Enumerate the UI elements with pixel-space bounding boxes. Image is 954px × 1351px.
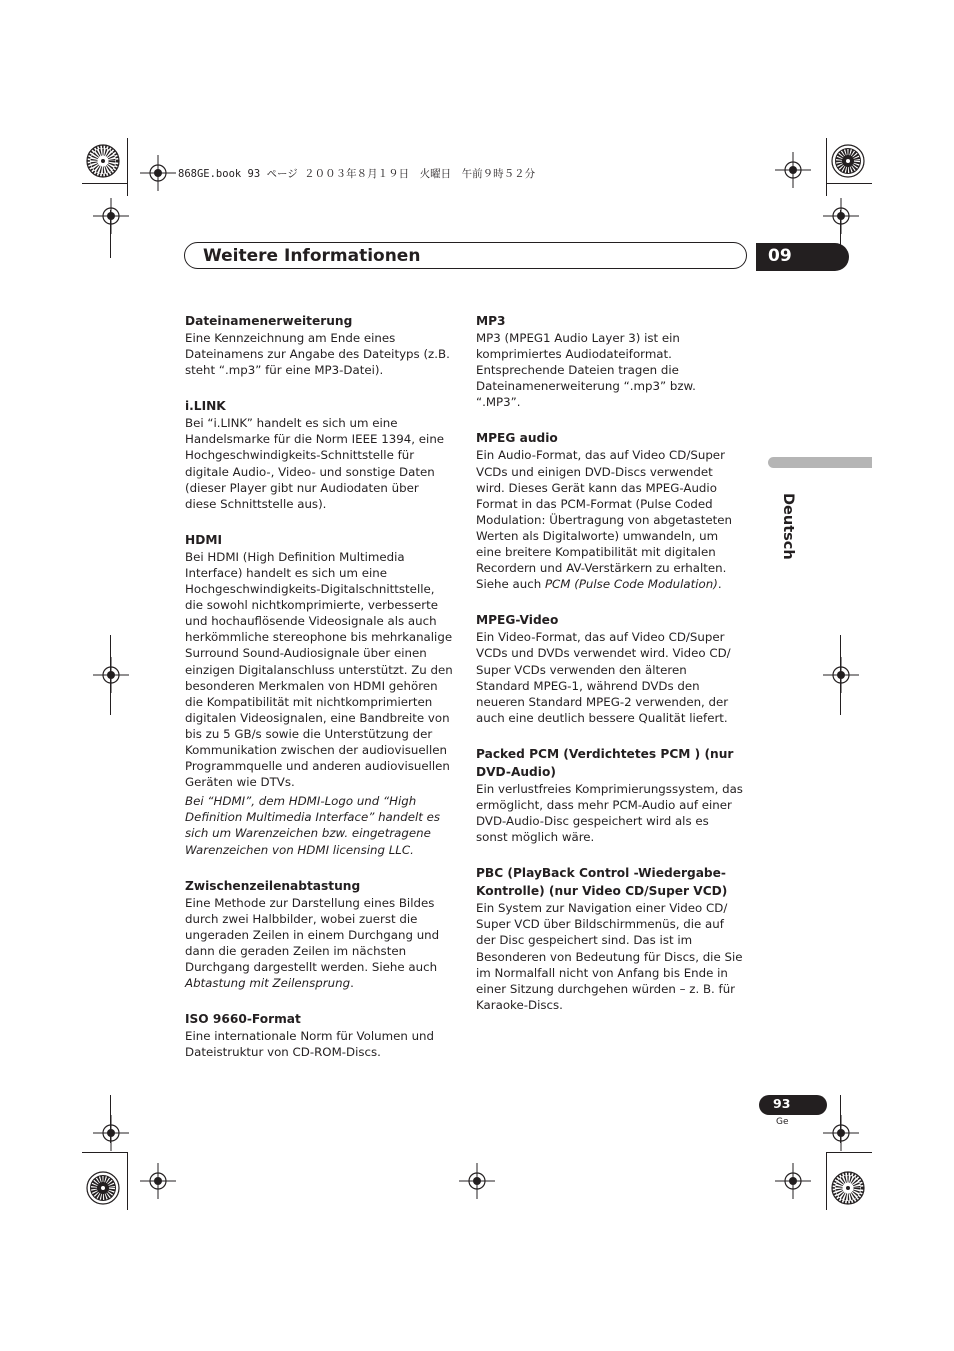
- glossary-definition: [476, 447, 744, 592]
- crop-mark: [826, 183, 872, 184]
- crop-mark: [840, 635, 841, 715]
- crop-mark: [826, 1152, 872, 1153]
- crosshair-registration-icon: [823, 657, 859, 693]
- glossary-entry: [185, 397, 453, 512]
- starburst-registration-icon: [85, 143, 121, 179]
- glossary-term: ISO 9660-Format: [185, 1012, 301, 1027]
- crosshair-registration-icon: [823, 1115, 859, 1151]
- crosshair-registration-icon: [93, 1115, 129, 1151]
- crop-mark: [82, 1152, 128, 1153]
- glossary-entry: [185, 1010, 453, 1060]
- crop-mark: [826, 138, 827, 196]
- glossary-term: MP3: [476, 314, 506, 328]
- cross-reference: Abtastung mit Zeilensprung: [185, 976, 351, 991]
- print-info: 868GE.book 93 ページ ２００３年８月１９日 火曜日 午前９時５２分: [178, 168, 536, 180]
- glossary-definition: Bei HDMI (High Definition Multimedia Interface) handelt es sich um eine Hochgeschwindigkeits-Digitalschnittstelle, die sowohl nichtkomprimierte, verbesserte und hochauflösende Videosignale als auch herkömmliche stereophone bis mehrkanalige Surround Sound-Audiosignale über einen einzigen Digitalanschluss unterstützt. Zu den besonderen Merkmalen von HDMI gehören die Kompatibilität mit nichtkomprimierten digitalen Videosignalen, eine Bandbreite von bis zu 5 GB/s sowie die Unterstützung der Kommunikation zwischen der audiovisuellen Programmquelle und anderen audiovisuellen Geräten wie DTVs.: [185, 549, 453, 790]
- glossary-definition: Eine Kennzeichnung am Ende eines Dateinamens zur Angabe des Dateityps (z.B. steht “.mp3” für eine MP3-Datei).: [185, 331, 450, 378]
- page-language-code: Ge: [776, 1117, 789, 1127]
- crosshair-registration-icon: [93, 657, 129, 693]
- definition-tail: .: [717, 577, 722, 592]
- page-title: Weitere Informationen: [203, 246, 421, 266]
- crosshair-registration-icon: [140, 155, 176, 191]
- cross-reference: PCM (Pulse Code Modulation): [544, 577, 718, 592]
- crop-mark: [826, 1152, 827, 1210]
- glossary-definition: MP3 (MPEG1 Audio Layer 3) ist ein komprimiertes Audiodateiformat. Entsprechende Dateien tragen die Dateinamenerweiterung “.mp3” bzw. “.MP3”.: [476, 331, 696, 410]
- glossary-term: HDMI: [185, 532, 222, 547]
- glossary-definition: [185, 895, 453, 992]
- crosshair-registration-icon: [140, 1163, 176, 1199]
- crosshair-registration-icon: [823, 198, 859, 234]
- definition-text: Eine Methode zur Darstellung eines Bildes durch zwei Halbbilder, wobei zuerst die ungeraden Zeilen in einem Durchgang und dann die geraden Zeilen im nächsten Durchgang dargestellt werden. Siehe auch: [185, 895, 440, 974]
- glossary-entry: [476, 429, 744, 592]
- chapter-number: 09: [768, 246, 792, 266]
- glossary-definition: Ein Video-Format, das auf Video CD/Super VCDs und DVDs verwendet wird. Video CD/ Super VCDs verwenden den älteren Standard MPEG-1, während DVDs den neueren Standard MPEG-2 verwenden, der auch eine deutlich bessere Qualität liefert.: [476, 630, 731, 725]
- glossary-column-right: [476, 312, 744, 1032]
- starburst-registration-icon: [830, 143, 866, 179]
- definition-text: Ein Audio-Format, das auf Video CD/Super VCDs und einigen DVD-Discs verwendet wird. Dieses Gerät kann das MPEG-Audio Format in das PCM-Format (Pulse Coded Modulation: Übertragung von abgetasteten Werten als Digitalworte) umwandeln, um eine breitere Kompatibilität mit digitalen Recordern und AV-Verstärkern zu erhalten. Siehe auch: [476, 448, 732, 592]
- crosshair-registration-icon: [93, 198, 129, 234]
- page-number-badge: [759, 1095, 827, 1115]
- glossary-definition: Ein verlustfreies Komprimierungssystem, das ermöglicht, dass mehr PCM-Audio auf einer DVD-Audio-Disc gespeichert wird als es sonst möglich wäre.: [476, 781, 743, 845]
- crosshair-registration-icon: [459, 1163, 495, 1199]
- crop-mark: [82, 183, 128, 184]
- glossary-entry: [185, 312, 453, 378]
- crosshair-registration-icon: [775, 152, 811, 188]
- glossary-entry: [185, 877, 453, 992]
- crop-mark: [110, 1095, 111, 1143]
- glossary-definition: Bei “i.LINK” handelt es sich um eine Handelsmarke für die Norm IEEE 1394, eine Hochgeschwindigkeits-Schnittstelle für digitale Audio-, Video- und sonstige Daten (dieser Player gibt nur Audiodaten über diese Schnittstelle aus).: [185, 416, 445, 511]
- crop-mark: [110, 635, 111, 715]
- crosshair-registration-icon: [775, 1163, 811, 1199]
- crop-mark: [127, 138, 128, 196]
- glossary-term: i.LINK: [185, 399, 226, 414]
- chapter-header: [184, 242, 747, 269]
- crop-mark: [127, 1152, 128, 1210]
- glossary-definition: Eine internationale Norm für Volumen und Dateistruktur von CD-ROM-Discs.: [185, 1029, 435, 1060]
- glossary-entry: [476, 611, 744, 726]
- trademark-note: Bei “HDMI”, dem HDMI-Logo und “High Definition Multimedia Interface” handelt es sich um Warenzeichen bzw. eingetragene Warenzeichen von HDMI licensing LLC.: [185, 794, 441, 857]
- glossary-term: Zwischenzeilenabtastung: [185, 878, 361, 893]
- language-tab-bar: [768, 457, 872, 468]
- glossary-entry: [476, 864, 744, 1013]
- glossary-definition: Ein System zur Navigation einer Video CD/ Super VCD über Bildschirmmenüs, die auf der Disc gespeichert sind. Das ist im Besonderen von Bedeutung für Discs, die Sie im Normalfall nicht von Anfang bis Ende in einer Sitzung durchgehen würden – z. B. für Karaoke-Discs.: [476, 901, 743, 1012]
- glossary-entry: [476, 745, 744, 845]
- glossary-entry: [476, 312, 744, 410]
- definition-tail: .: [350, 976, 354, 991]
- glossary-term: PBC (PlayBack Control -Wiedergabe-Kontrolle) (nur Video CD/Super VCD): [476, 866, 728, 899]
- glossary-term: Packed PCM (Verdichtetes PCM ) (nur DVD-Audio): [476, 746, 734, 779]
- chapter-number-badge: [756, 243, 849, 271]
- glossary-entry: [185, 531, 453, 858]
- glossary-term: MPEG-Video: [476, 613, 559, 628]
- crop-mark: [110, 210, 111, 258]
- starburst-registration-icon: [85, 1170, 121, 1206]
- language-tab-label: Deutsch: [780, 493, 796, 560]
- starburst-registration-icon: [830, 1170, 866, 1206]
- glossary-column-left: [185, 312, 453, 1079]
- crop-mark: [840, 1095, 841, 1143]
- glossary-term: MPEG audio: [476, 431, 558, 446]
- page-number: 93: [773, 1096, 791, 1111]
- glossary-term: Dateinamenerweiterung: [185, 314, 353, 328]
